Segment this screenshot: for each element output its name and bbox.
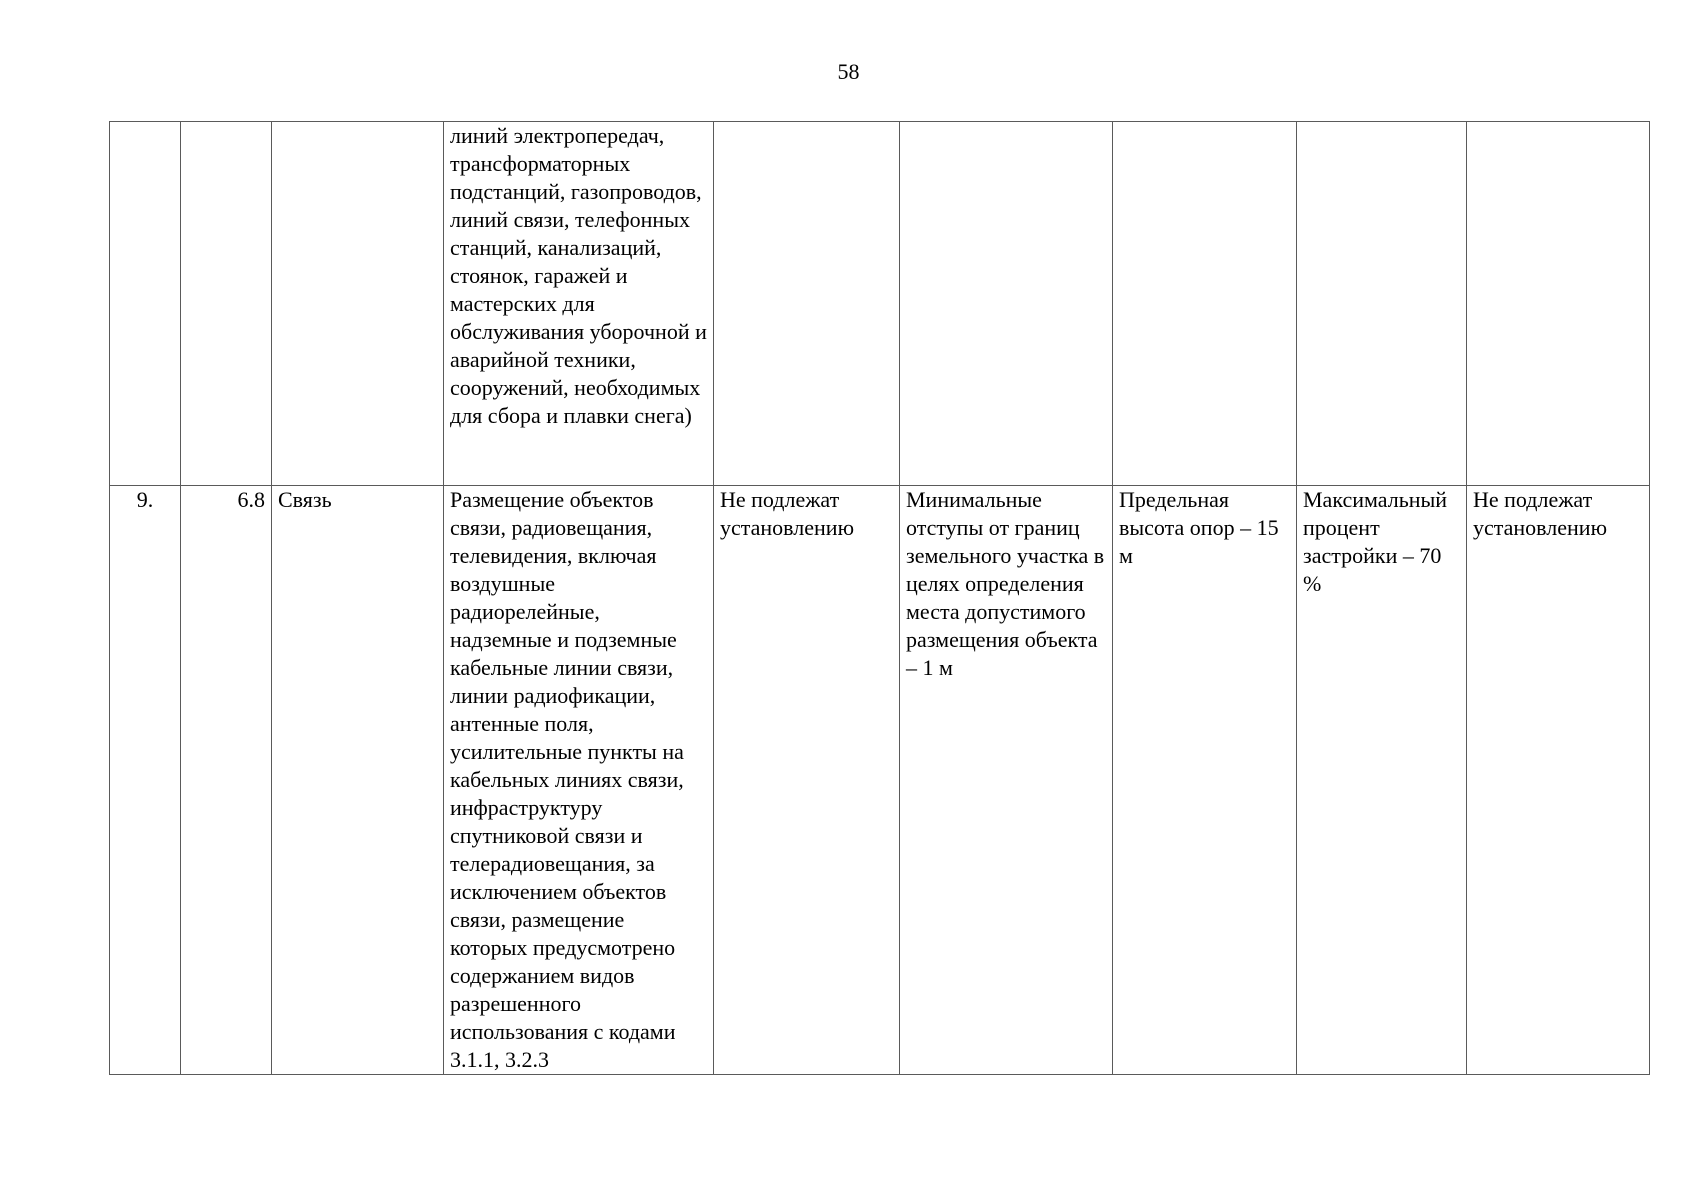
cell-code: [181, 122, 272, 486]
cell-name: Связь: [272, 486, 444, 1075]
cell-col7: [1113, 122, 1297, 486]
cell-name: [272, 122, 444, 486]
cell-col7: Предельная высота опор – 15 м: [1113, 486, 1297, 1075]
cell-col9: Не подлежат установлению: [1467, 486, 1650, 1075]
cell-col5: Не подлежат установлению: [714, 486, 900, 1075]
cell-col8: Максимальный процент застройки – 70 %: [1297, 486, 1467, 1075]
cell-col5: [714, 122, 900, 486]
table-row: [110, 486, 1650, 1075]
cell-col9: [1467, 122, 1650, 486]
cell-description: линий электропередач, трансформаторных подстанций, газопроводов, линий связи, телефонных станций, канализаций, стоянок, гаражей и мастерских для обслуживания уборочной и аварийной техники, сооружений, необходимых для сбора и плавки снега): [444, 122, 714, 486]
cell-number: 9.: [110, 486, 181, 1075]
cell-col6: Минимальные отступы от границ земельного участка в целях определения места допустимого размещения объекта – 1 м: [900, 486, 1113, 1075]
page-number: 58: [837, 59, 860, 84]
table-row: [110, 122, 1650, 486]
cell-number: [110, 122, 181, 486]
cell-description: Размещение объектов связи, радиовещания, телевидения, включая воздушные радиорелейные, надземные и подземные кабельные линии связи, линии радиофикации, антенные поля, усилительные пункты на кабельных линиях связи, инфраструктуру спутниковой связи и телерадиовещания, за исключением объектов связи, размещение которых предусмотрено содержанием видов разрешенного использования с кодами 3.1.1, 3.2.3: [444, 486, 714, 1075]
cell-code: 6.8: [181, 486, 272, 1075]
regulations-table: [109, 121, 1650, 1075]
cell-col8: [1297, 122, 1467, 486]
cell-col6: [900, 122, 1113, 486]
